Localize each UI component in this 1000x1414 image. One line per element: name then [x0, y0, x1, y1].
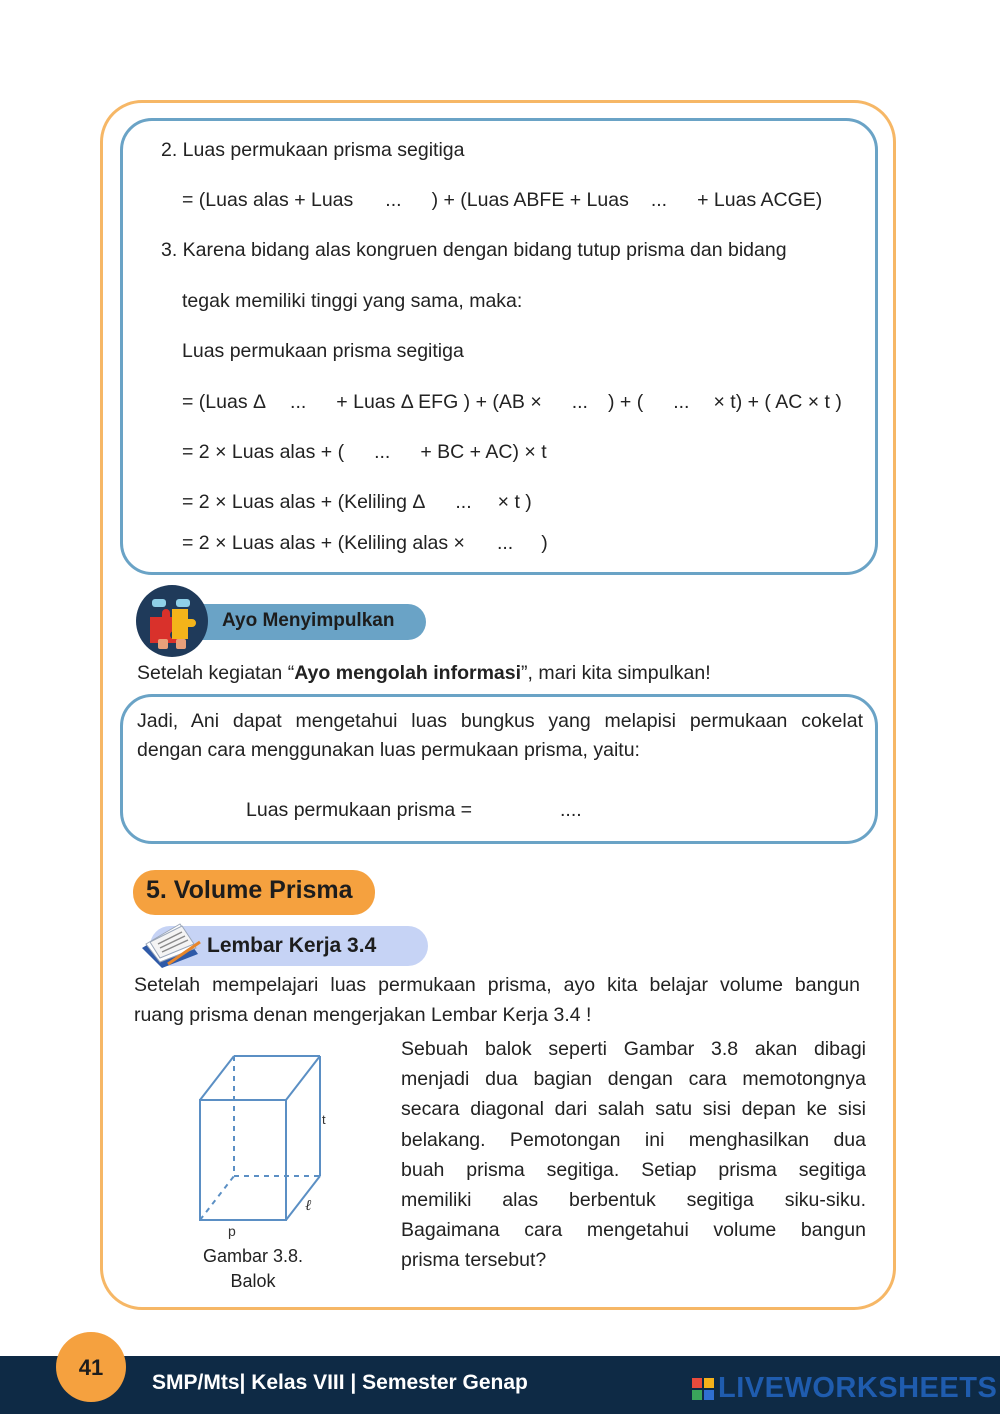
formula-text: + BC + AC) × t: [420, 441, 547, 463]
intro-text: Setelah kegiatan “: [137, 662, 295, 684]
formula-text: × t ): [497, 491, 532, 513]
cuboid-figure: [190, 1050, 340, 1240]
label-p: p: [228, 1223, 236, 1239]
formula-text: + Luas ACGE): [697, 189, 823, 211]
page-number: 41: [78, 1355, 104, 1380]
blank[interactable]: ...: [496, 532, 514, 554]
section-intro-line-1: Setelah mempelajari luas permukaan prisma, ayo kita belajar volume bangun: [134, 974, 860, 996]
formula-text: = 2 × Luas alas + (Keliling Δ: [182, 491, 426, 513]
paragraph-line: belakang. Pemotongan ini menghasilkan dua: [401, 1128, 866, 1151]
paragraph-line: prisma tersebut?: [401, 1249, 547, 1272]
paragraph-line: memiliki alas berbentuk segitiga siku-siku.: [401, 1188, 866, 1211]
label-t: t: [322, 1112, 326, 1127]
formula-text: = (Luas Δ: [182, 391, 267, 413]
intro-bold: Ayo mengolah informasi: [294, 662, 522, 684]
step-2-title: 2. Luas permukaan prisma segitiga: [161, 139, 465, 161]
blank[interactable]: ...: [455, 491, 472, 513]
liveworksheets-brand[interactable]: LIVEWORKSHEETS: [718, 1372, 998, 1404]
conclusion-intro: [137, 661, 711, 685]
step-2-formula: [182, 188, 822, 212]
formula-text: + Luas Δ EFG ) + (AB ×: [336, 391, 542, 413]
formula-line-1: [182, 390, 842, 414]
blank[interactable]: ...: [571, 391, 588, 413]
formula-line-4: [182, 531, 548, 555]
blank[interactable]: ...: [673, 391, 690, 413]
step-3-continuation: tegak memiliki tinggi yang sama, maka:: [182, 290, 523, 312]
blank[interactable]: ...: [374, 441, 391, 463]
paragraph-line: Bagaimana cara mengetahui volume bangun: [401, 1219, 866, 1242]
step-3-subtitle: Luas permukaan prisma segitiga: [182, 340, 464, 362]
formula-text: ) + (: [607, 391, 644, 413]
section-title: 5. Volume Prisma: [146, 876, 353, 904]
formula-text: = 2 × Luas alas + (: [182, 441, 345, 463]
conclusion-line-1: Jadi, Ani dapat mengetahui luas bungkus yang melapisi permukaan cokelat: [137, 710, 863, 732]
conclusion-formula: [246, 798, 582, 822]
formula-line-3: [182, 490, 532, 514]
footer-text: SMP/Mts| Kelas VIII | Semester Genap: [152, 1371, 528, 1394]
figure-caption-1: Gambar 3.8.: [202, 1246, 304, 1266]
blank[interactable]: ....: [560, 799, 582, 821]
formula-text: × t) + ( AC × t ): [713, 391, 842, 413]
worksheet-title: Lembar Kerja 3.4: [207, 934, 377, 957]
formula-line-2: [182, 440, 547, 464]
worksheet-paragraph: [401, 1034, 866, 1276]
blank[interactable]: ...: [290, 391, 307, 413]
ayo-menyimpulkan-title: Ayo Menyimpulkan: [222, 610, 395, 631]
papers-icon: [138, 918, 204, 970]
formula-text: = (Luas alas + Luas: [182, 189, 354, 211]
formula-text: ) + (Luas ABFE + Luas: [431, 189, 629, 211]
section-intro-line-2: ruang prisma denan mengerjakan Lembar Kerja 3.4 !: [134, 1004, 592, 1026]
formula-text: = 2 × Luas alas + (Keliling alas ×: [182, 532, 465, 554]
conclusion-line-2: dengan cara menggunakan luas permukaan prisma, yaitu:: [137, 739, 640, 761]
blank[interactable]: ...: [385, 189, 402, 211]
formula-label: Luas permukaan prisma =: [246, 799, 472, 821]
puzzle-hands-icon: [136, 585, 208, 657]
step-3-title: 3. Karena bidang alas kongruen dengan bidang tutup prisma dan bidang: [161, 239, 787, 261]
formula-text: ): [541, 532, 548, 554]
paragraph-line: buah prisma segitiga. Setiap prisma segitiga: [401, 1158, 866, 1181]
paragraph-line: secara diagonal dari salah satu sisi depan ke sisi: [401, 1098, 866, 1121]
intro-text: ”, mari kita simpulkan!: [521, 662, 711, 684]
liveworksheets-logo-icon: [692, 1378, 714, 1400]
blank[interactable]: ...: [650, 189, 668, 211]
label-l: ℓ: [305, 1198, 312, 1214]
paragraph-line: Sebuah balok seperti Gambar 3.8 akan dibagi: [401, 1038, 866, 1060]
paragraph-line: menjadi dua bagian dengan cara memotongnya: [401, 1068, 866, 1091]
figure-caption-2: Balok: [230, 1271, 276, 1291]
